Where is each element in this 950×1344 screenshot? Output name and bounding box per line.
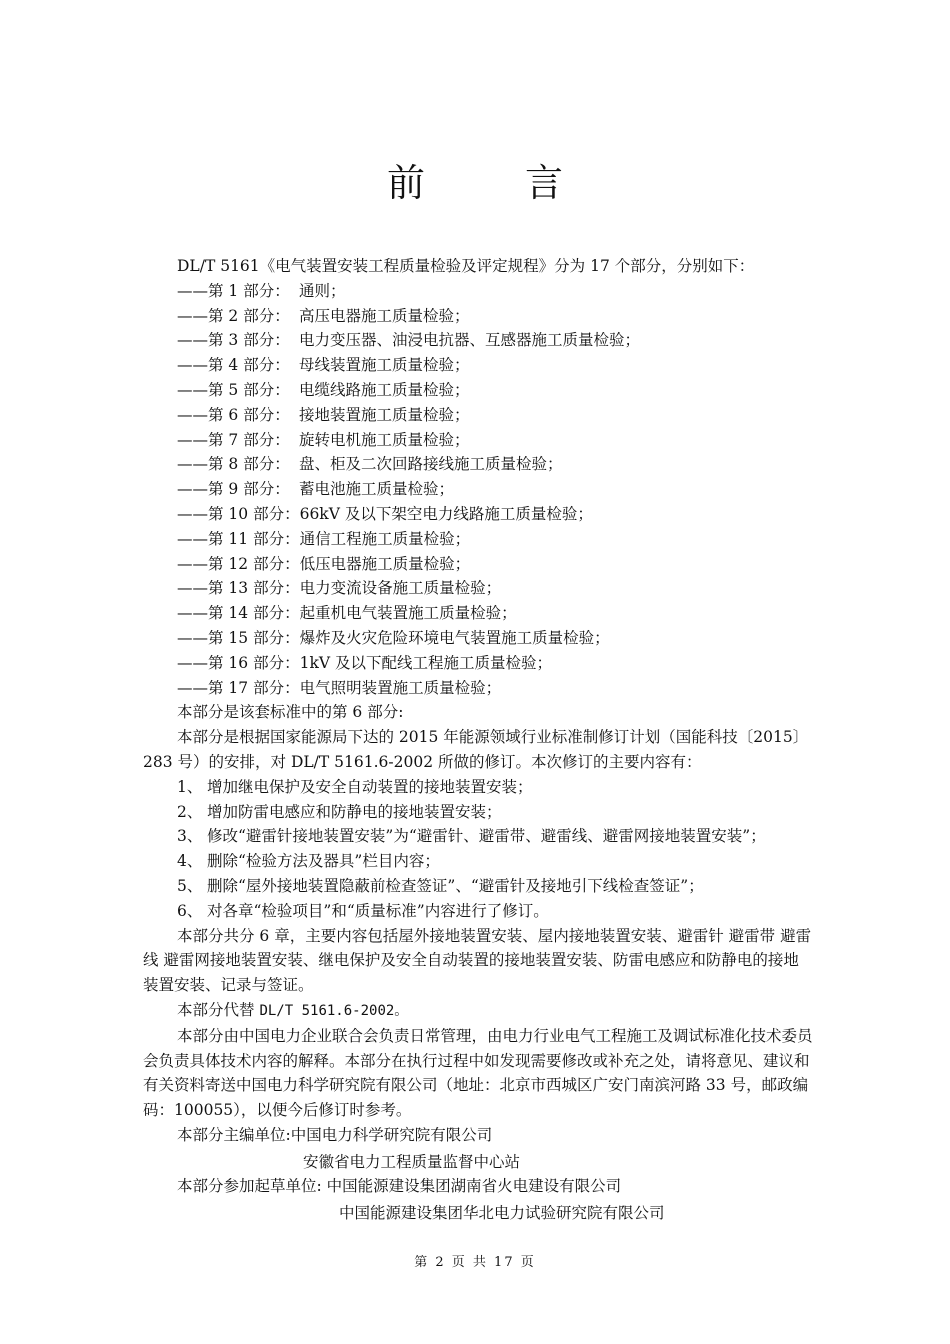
list-item — [143, 676, 813, 701]
replaces-paragraph — [143, 998, 813, 1024]
participant-unit-line — [143, 1174, 813, 1199]
part-number: ——第 9 部分： — [177, 480, 290, 499]
part-name: 电力变压器、油浸电抗器、互感器施工质量检验； — [299, 331, 641, 350]
participant-unit: 中国能源建设集团华北电力试验研究院有限公司 — [339, 1204, 665, 1223]
parts-list — [143, 279, 813, 701]
part-number: ——第 7 部分： — [177, 430, 290, 449]
part-name: 通信工程施工质量检验； — [299, 529, 471, 548]
participant-units — [143, 1174, 813, 1226]
part-number: ——第 13 部分： — [177, 579, 300, 598]
part-number: ——第 11 部分： — [177, 529, 300, 548]
part-number: ——第 3 部分： — [177, 331, 290, 350]
list-item — [143, 328, 813, 353]
part-number: ——第 1 部分： — [177, 281, 290, 300]
list-item — [143, 304, 813, 329]
list-item — [143, 849, 813, 874]
item-text: 增加继电保护及安全自动装置的接地装置安装； — [207, 777, 533, 796]
page-footer: 第 2 页 共 17 页 — [414, 1255, 536, 1270]
list-item — [143, 378, 813, 403]
item-text: 删除“屋外接地装置隐蔽前检查签证”、“避雷针及接地引下线检查签证”； — [207, 876, 704, 895]
changes-list — [143, 775, 813, 924]
participant-label: 本部分参加起草单位: — [177, 1177, 327, 1196]
item-text: 对各章“检验项目”和“质量标准”内容进行了修订。 — [207, 901, 549, 920]
list-item — [143, 477, 813, 502]
part-name: 高压电器施工质量检验； — [299, 306, 470, 325]
list-item — [143, 452, 813, 477]
list-item — [143, 527, 813, 552]
list-item — [143, 552, 813, 577]
part-number: ——第 4 部分： — [177, 356, 290, 375]
item-number: 2、 — [177, 802, 203, 821]
document-body — [143, 254, 813, 1226]
page-title: 前 言 — [386, 161, 608, 205]
chief-label: 本部分主编单位: — [177, 1125, 291, 1144]
part-number: ——第 16 部分： — [177, 653, 300, 672]
part-name: 电气照明装置施工质量检验； — [299, 678, 502, 697]
list-item — [143, 775, 813, 800]
part-name: 1kV 及以下配线工程施工质量检验； — [299, 653, 552, 672]
part-number: ——第 6 部分： — [177, 405, 290, 424]
intro-paragraph: DL/T 5161《电气装置安装工程质量检验及评定规程》分为 17 个部分，分别如下： — [177, 257, 755, 275]
management-paragraph: 本部分由中国电力企业联合会负责日常管理，由电力行业电气工程施工及调试标准化技术委员会负责具体技术内容的解释。本部分在执行过程中如发现需要修改或补充之处，请将意见、建议和有关资料寄送中国电力科学研究院有限公司（地址：北京市西城区广安门南滨河路 33 号，邮政编码：100055），以便今后修订时参考。 — [143, 1026, 813, 1120]
replaced-standard-code: DL/T 5161.6-2002。 — [259, 1002, 409, 1019]
part-name: 爆炸及火灾危险环境电气装置施工质量检验； — [299, 628, 610, 647]
list-item — [143, 403, 813, 428]
part-number: ——第 15 部分： — [177, 628, 300, 647]
part-name: 电缆线路施工质量检验； — [299, 380, 470, 399]
list-item — [143, 651, 813, 676]
list-item — [143, 502, 813, 527]
part-name: 母线装置施工质量检验； — [299, 356, 470, 375]
item-number: 4、 — [177, 852, 203, 871]
replaces-prefix: 本部分代替 — [177, 1000, 260, 1019]
chief-unit-line — [143, 1123, 813, 1148]
item-number: 5、 — [177, 876, 203, 895]
list-item — [143, 601, 813, 626]
part-name: 电力变流设备施工质量检验； — [299, 579, 502, 598]
list-item — [143, 576, 813, 601]
chief-unit: 中国电力科学研究院有限公司 — [290, 1125, 493, 1144]
part-name: 旋转电机施工质量检验； — [299, 430, 470, 449]
part-number: ——第 10 部分： — [177, 504, 300, 523]
list-item — [143, 874, 813, 899]
list-item — [143, 626, 813, 651]
basis-paragraph: 本部分是根据国家能源局下达的 2015 年能源领域行业标准制修订计划（国能科技〔2015〕283 号）的安排，对 DL/T 5161.6-2002 所做的修订。本次修订的主要内容有： — [143, 728, 809, 771]
chief-units — [143, 1123, 813, 1175]
list-item — [143, 800, 813, 825]
this-part-paragraph: 本部分是该套标准中的第 6 部分: — [177, 703, 404, 722]
part-number: ——第 17 部分： — [177, 678, 300, 697]
part-name: 起重机电气装置施工质量检验； — [299, 604, 517, 623]
list-item — [143, 824, 813, 849]
part-number: ——第 5 部分： — [177, 380, 290, 399]
part-number: ——第 14 部分： — [177, 604, 300, 623]
item-number: 3、 — [177, 827, 203, 846]
list-item — [143, 279, 813, 304]
part-number: ——第 8 部分： — [177, 455, 290, 474]
list-item — [143, 428, 813, 453]
part-number: ——第 2 部分： — [177, 306, 290, 325]
chief-unit: 安徽省电力工程质量监督中心站 — [303, 1152, 521, 1171]
part-number: ——第 12 部分： — [177, 554, 300, 573]
participant-unit: 中国能源建设集团湖南省火电建设有限公司 — [326, 1177, 622, 1196]
part-name: 盘、柜及二次回路接线施工质量检验； — [299, 455, 563, 474]
part-name: 接地装置施工质量检验； — [299, 405, 470, 424]
item-text: 修改“避雷针接地装置安装”为“避雷针、避雷带、避雷线、避雷网接地装置安装”； — [207, 827, 766, 846]
item-number: 6、 — [177, 901, 203, 920]
chapters-paragraph: 本部分共分 6 章，主要内容包括屋外接地装置安装、屋内接地装置安装、避雷针 避雷带 避雷线 避雷网接地装置安装、继电保护及安全自动装置的接地装置安装、防雷电感应和防静电的接地装置安装、记录与签证。 — [143, 926, 812, 995]
list-item — [143, 899, 813, 924]
item-text: 删除“检验方法及器具”栏目内容； — [207, 852, 440, 871]
part-name: 蓄电池施工质量检验； — [299, 480, 455, 499]
list-item — [143, 353, 813, 378]
part-name: 低压电器施工质量检验； — [299, 554, 471, 573]
part-name: 66kV 及以下架空电力线路施工质量检验； — [299, 504, 593, 523]
item-number: 1、 — [177, 777, 203, 796]
part-name: 通则； — [299, 281, 346, 300]
item-text: 增加防雷电感应和防静电的接地装置安装； — [207, 802, 502, 821]
